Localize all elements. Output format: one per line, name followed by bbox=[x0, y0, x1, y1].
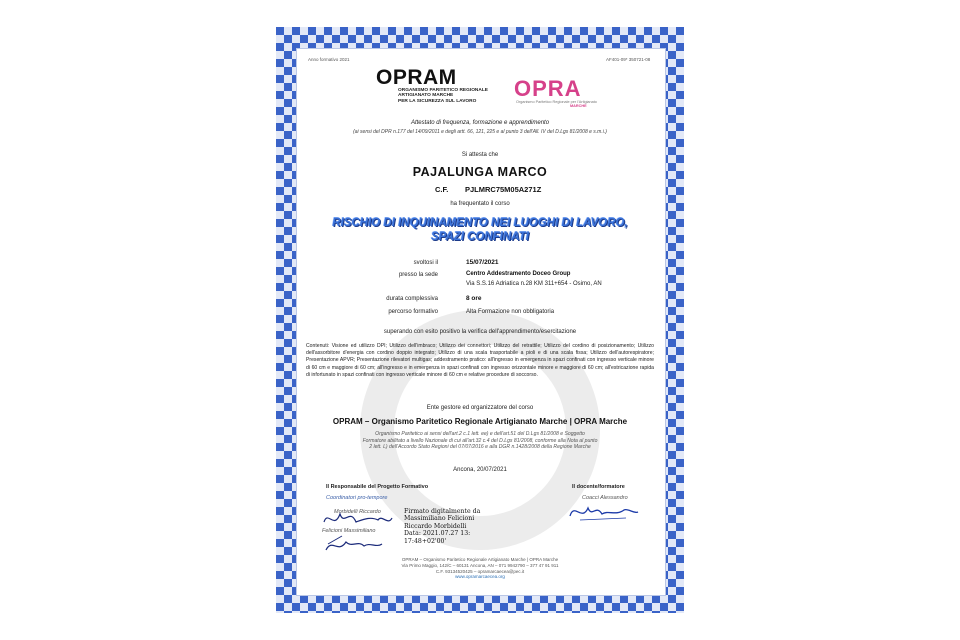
opram-logo-subtitle: ORGANISMO PARITETICO REGIONALE ARTIGIANATO MARCHE PER LA SICUREZZA SUL LAVORO bbox=[398, 88, 488, 104]
date-value: 15/07/2021 bbox=[466, 259, 499, 266]
footer bbox=[296, 557, 664, 580]
project-manager-title: Il Responsabile del Progetto Formativo bbox=[326, 484, 429, 490]
project-manager-role: Coordinatori pro-tempore bbox=[326, 495, 388, 501]
site-label: presso la sede bbox=[398, 272, 438, 278]
digital-signature: Firmato digitalmente da Massimiliano Felicioni Riccardo Morbidelli Data: 2021.07.27 13: 17:48+02'00' bbox=[404, 508, 481, 545]
project-manager-name-2: Felicioni Massimiliano bbox=[322, 528, 376, 534]
duration-value: 8 ore bbox=[466, 295, 482, 302]
footer-line-1: OPRAM – Organismo Paritetico Regionale Artigianato Marche | OPRA Marche bbox=[401, 557, 559, 562]
certificate-title: Attestato di frequenza, formazione e apprendimento bbox=[410, 120, 550, 126]
handwritten-signature-right bbox=[566, 498, 642, 524]
opram-logo: OPRAM bbox=[376, 66, 457, 89]
footer-line-3: C.F. 93134520425 – opramarcaecea@pec.it bbox=[435, 568, 525, 574]
site-name: Centro Addestramento Doceo Group bbox=[466, 271, 571, 277]
year-reference: Anno formativo 2021 bbox=[308, 57, 350, 62]
document-code: AF401-09* 350721-08 bbox=[606, 57, 651, 62]
organizer-label: Ente gestore ed organizzatore del corso bbox=[426, 405, 534, 411]
duration-label: durata complessiva bbox=[386, 296, 438, 302]
teacher-title: Il docente/formatore bbox=[572, 484, 625, 490]
participant-name: PAJALUNGA MARCO bbox=[412, 165, 548, 179]
teacher-name: Coacci Alessandro bbox=[582, 495, 628, 501]
path-value: Alta Formazione non obbligatoria bbox=[466, 309, 555, 315]
organizer-note: Organismo Paritetico ai sensi dell'art.2 c.1 lett. ee) e dell'art.51 del D.Lgs 81/2008 e Soggetto Formatore abilitato a livello Nazionale di cui all'art.32 c.4 del D.Lgs 81/2008, conforme alla Nota al punto 2 lett. L) dell'Accordo Stato Regioni del 07/07/2016 e alla DGR n.1428/2008 della Regione Marche bbox=[362, 431, 598, 451]
date-label: svoltosi il bbox=[413, 260, 438, 266]
handwritten-signature-left bbox=[318, 500, 404, 556]
footer-website-link[interactable]: www.opramarcaecea.org bbox=[455, 574, 505, 580]
site-address: Via S.S.16 Adriatica n.28 KM 311+654 - Osimo, AN bbox=[466, 281, 602, 287]
opra-logo-region: MARCHE bbox=[570, 104, 587, 108]
opra-logo-subtitle: Organismo Paritetico Regionale per l'Artigianato bbox=[516, 100, 597, 104]
verification-text: superando con esito positivo la verifica dell'apprendimento/esercitazione bbox=[383, 329, 577, 335]
course-contents: Contenuti: Visione ed utilizzo DPI; Utilizzo dell'imbraco; Utilizzo dei connettori; Utilizzo del retrattile; Utilizzo del cordino di posizionamento; Utilizzo dell'assorbitore d'energia con cordino doppio integrato; Utilizzo di una scala trasportabile a pioli e di una scala fissa; Utilizzo dell'autorespiratore; Presentazione APVR; Presentazione rilevatori multigas; addestramento pratico: all'ingresso in emergenza in spazi confinati con ingresso verticale minore di 60 cm e maggiore di 60 cm; all'ingresso e in emergenza in spazi confinati con ingresso orizzontale minore e maggiore di 60 cm; all'estricazione rapida di infortunato in spazi confinati con ingresso verticale minore di 60 cm e relative procedure di soccorso. bbox=[306, 343, 654, 378]
footer-line-2: Via Primo Maggio, 142/C – 60131 Ancona, AN – 071 9942790 – 377 47 91 911 bbox=[401, 562, 559, 568]
path-label: percorso formativo bbox=[388, 309, 438, 315]
cf-label: C.F. bbox=[435, 185, 449, 194]
place-date: Ancona, 20/07/2021 bbox=[453, 467, 507, 473]
cf-value: PJLMRC75M05A271Z bbox=[465, 185, 542, 194]
opra-logo: OPRA bbox=[514, 76, 582, 101]
certificate-legal-ref: (ai sensi del DPR n.177 del 14/09/2011 e degli artt. 66, 121, 225 e al punto 3 dell'All. IV del D.Lgs 81/2008 e s.m.i.) bbox=[353, 129, 607, 135]
project-manager-name-1: Morbidelli Riccardo bbox=[334, 509, 381, 515]
attended-text: ha frequentato il corso bbox=[450, 201, 510, 207]
course-title: RISCHIO DI INQUINAMENTO NEI LUOGHI DI LAVORO, SPAZI CONFINATI bbox=[332, 217, 628, 243]
attest-intro: Si attesta che bbox=[461, 152, 499, 158]
organizer-name: OPRAM – Organismo Paritetico Regionale Artigianato Marche | OPRA Marche bbox=[332, 417, 628, 426]
